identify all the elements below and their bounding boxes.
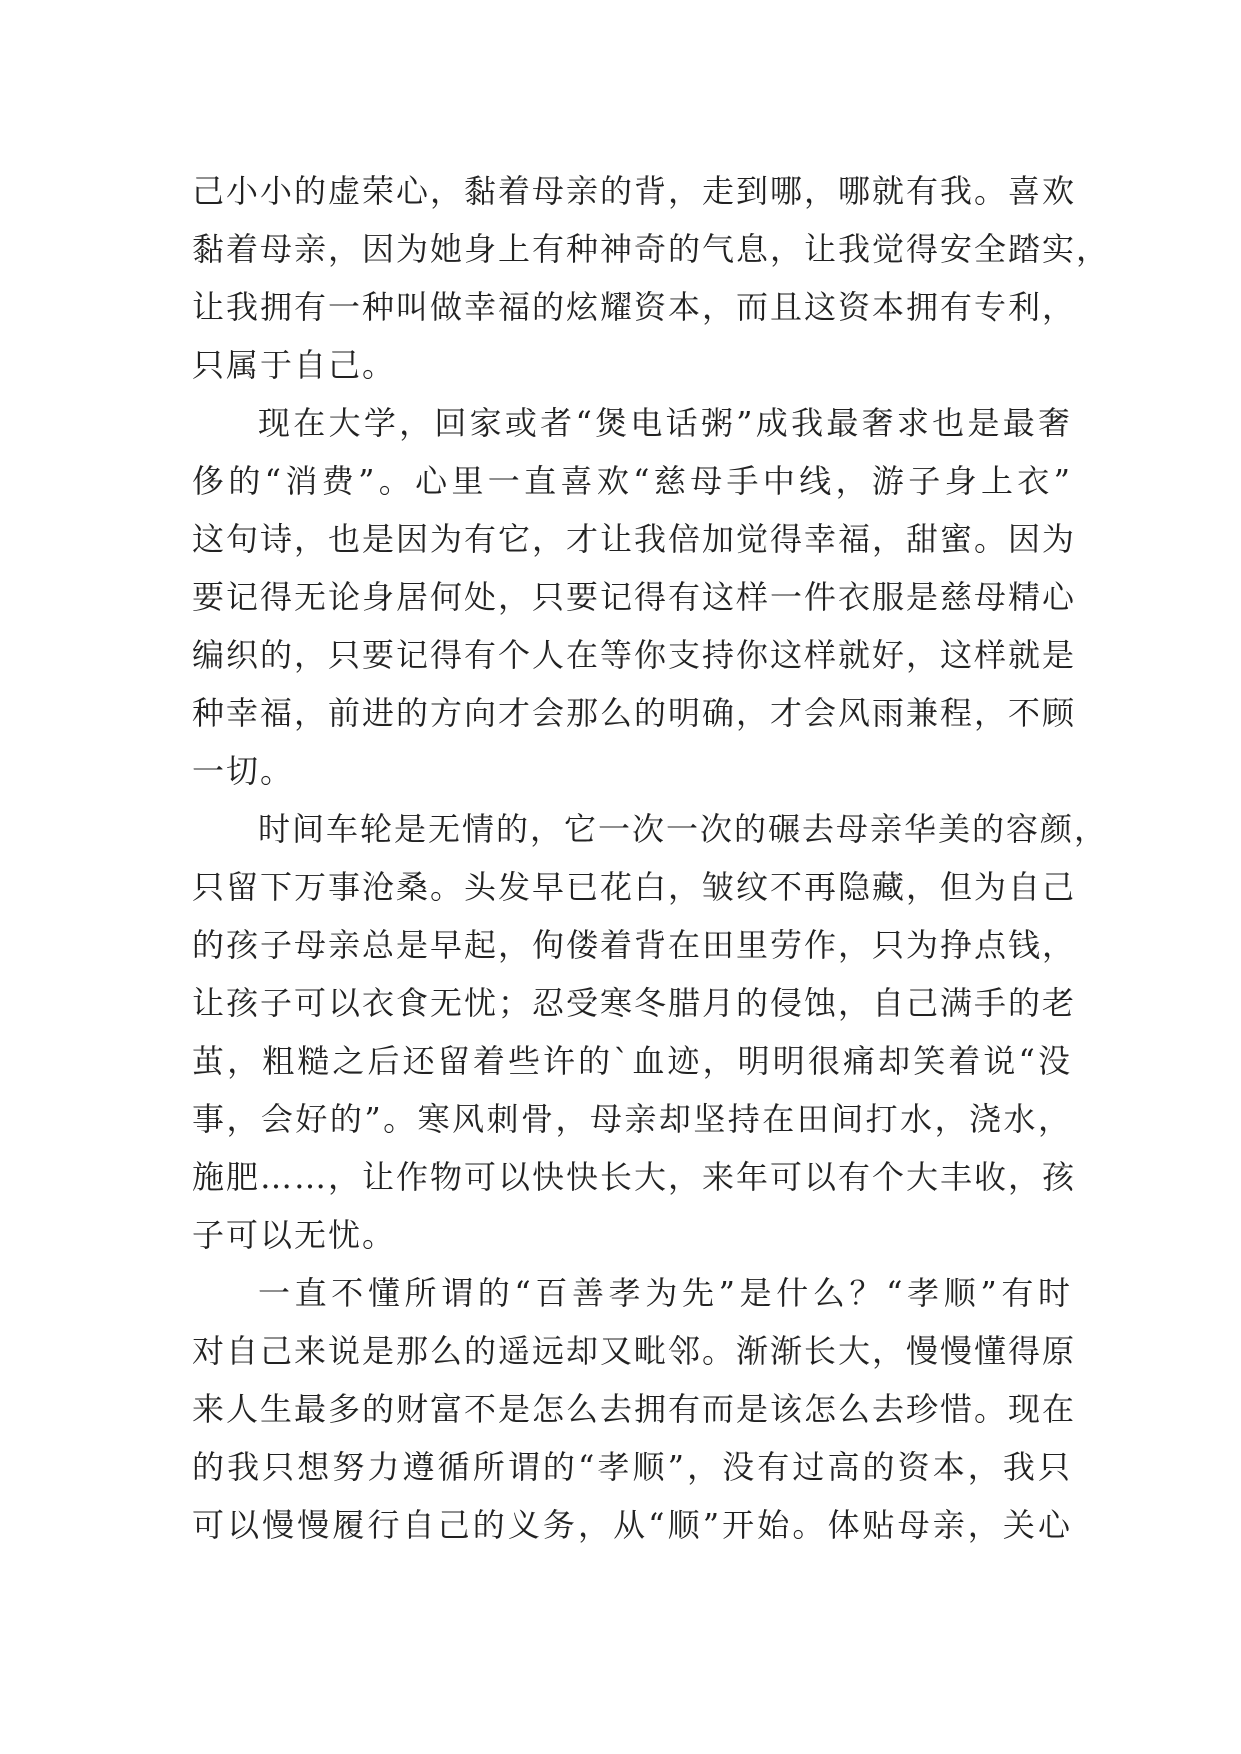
text-line: 己小小的虚荣心，黏着母亲的背，走到哪，哪就有我。喜欢 [192, 172, 1077, 210]
text-line: 只属于自己。 [192, 346, 397, 384]
text-line: 让孩子可以衣食无忧；忍受寒冬腊月的侵蚀，自己满手的老 [192, 984, 1077, 1022]
text-line: 可以慢慢履行自己的义务，从“顺”开始。体贴母亲，关心 [192, 1506, 1072, 1544]
text-line: 事，会好的”。寒风刺骨，母亲却坚持在田间打水，浇水， [192, 1100, 1072, 1138]
text-line: 只留下万事沧桑。头发早已花白，皱纹不再隐藏，但为自己 [192, 868, 1077, 906]
text-line: 时间车轮是无情的，它一次一次的碾去母亲华美的容颜， [258, 810, 1109, 848]
body-text [192, 162, 1111, 1554]
text-line: 茧，粗糙之后还留着些许的`血迹，明明很痛却笑着说“没 [192, 1042, 1072, 1080]
text-line: 施肥……，让作物可以快快长大，来年可以有个大丰收，孩 [192, 1158, 1077, 1196]
text-line: 侈的“消费”。心里一直喜欢“慈母手中线，游子身上衣” [192, 462, 1072, 500]
text-line: 现在大学，回家或者“煲电话粥”成我最奢求也是最奢 [258, 404, 1072, 442]
text-line: 的我只想努力遵循所谓的“孝顺”，没有过高的资本，我只 [192, 1448, 1072, 1486]
text-line: 一切。 [192, 752, 295, 790]
text-line: 的孩子母亲总是早起，佝偻着背在田里劳作，只为挣点钱， [192, 926, 1077, 964]
text-line: 子可以无忧。 [192, 1216, 397, 1254]
text-line: 让我拥有一种叫做幸福的炫耀资本，而且这资本拥有专利， [192, 288, 1077, 326]
text-line: 一直不懂所谓的“百善孝为先”是什么？“孝顺”有时 [258, 1274, 1072, 1312]
text-line: 黏着母亲，因为她身上有种神奇的气息，让我觉得安全踏实， [192, 230, 1111, 268]
text-line: 种幸福，前进的方向才会那么的明确，才会风雨兼程，不顾 [192, 694, 1077, 732]
text-line: 对自己来说是那么的遥远却又毗邻。渐渐长大，慢慢懂得原 [192, 1332, 1077, 1370]
text-line: 这句诗，也是因为有它，才让我倍加觉得幸福，甜蜜。因为 [192, 520, 1077, 558]
text-line: 要记得无论身居何处，只要记得有这样一件衣服是慈母精心 [192, 578, 1077, 616]
text-line: 编织的，只要记得有个人在等你支持你这样就好，这样就是 [192, 636, 1077, 674]
text-line: 来人生最多的财富不是怎么去拥有而是该怎么去珍惜。现在 [192, 1390, 1077, 1428]
